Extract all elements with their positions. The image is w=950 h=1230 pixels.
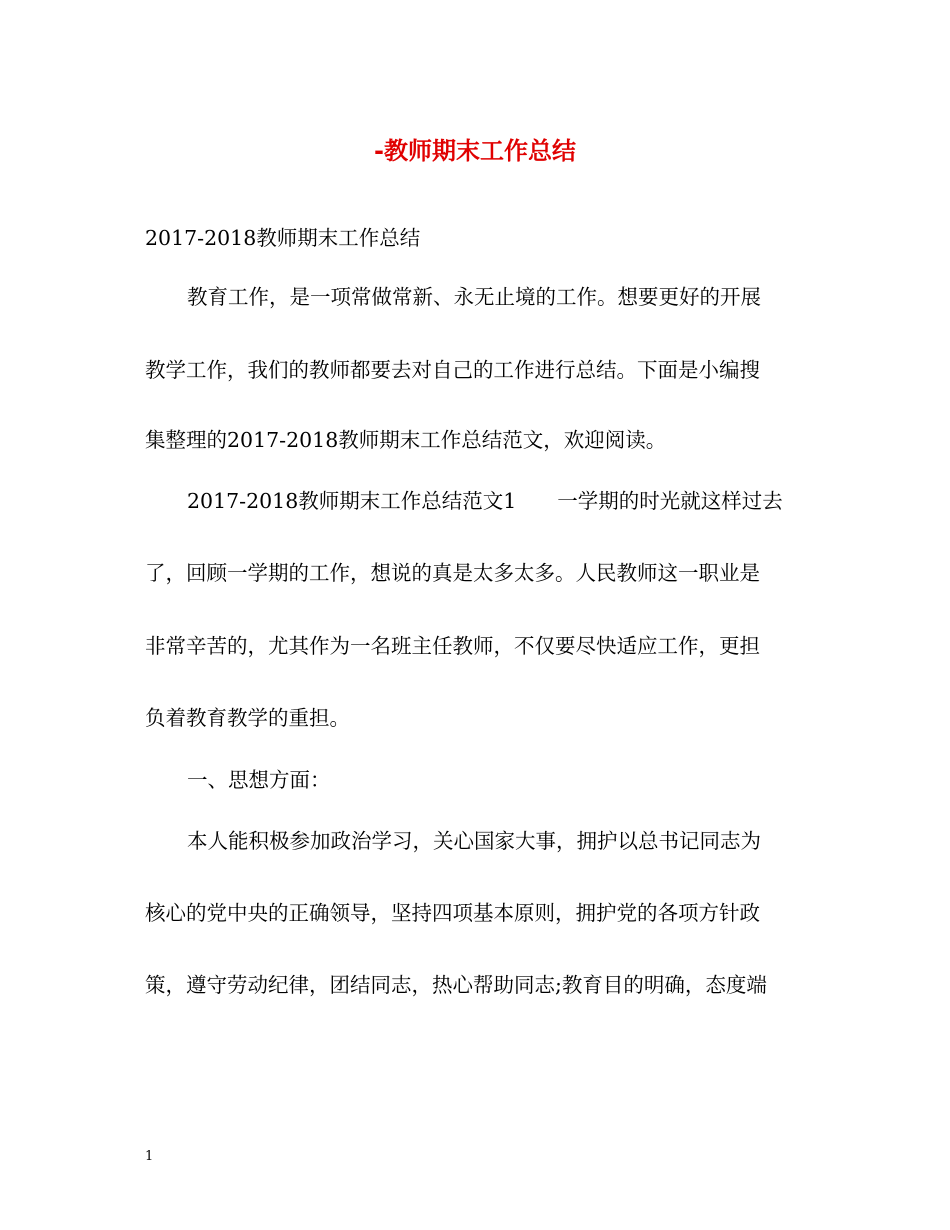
page-number: 1 [145,1149,154,1164]
paragraph-line: 2017-2018教师期末工作总结范文1 一学期的时光就这样过去 [187,489,783,513]
document-title: -教师期末工作总结 [374,137,576,165]
paragraph-line: 集整理的2017-2018教师期末工作总结范文，欢迎阅读。 [145,428,667,452]
paragraph-line: 教育工作，是一项常做常新、永无止境的工作。想要更好的开展 [187,285,761,309]
paragraph-line: 核心的党中央的正确领导，坚持四项基本原则，拥护党的各项方针政 [145,901,760,925]
document-subtitle: 2017-2018教师期末工作总结 [145,226,421,250]
paragraph-line: 负着教育教学的重担。 [145,706,350,730]
paragraph-line: 教学工作，我们的教师都要去对自己的工作进行总结。下面是小编搜 [145,358,760,382]
paragraph-line: 本人能积极参加政治学习，关心国家大事，拥护以总书记同志为 [187,829,761,853]
paragraph-line: 了，回顾一学期的工作，想说的真是太多太多。人民教师这一职业是 [145,561,760,585]
section-heading: 一、思想方面： [187,768,331,792]
paragraph-line: 策，遵守劳动纪律，团结同志，热心帮助同志;教育目的明确，态度端 [145,973,767,997]
paragraph-line: 非常辛苦的，尤其作为一名班主任教师，不仅要尽快适应工作，更担 [145,634,760,658]
